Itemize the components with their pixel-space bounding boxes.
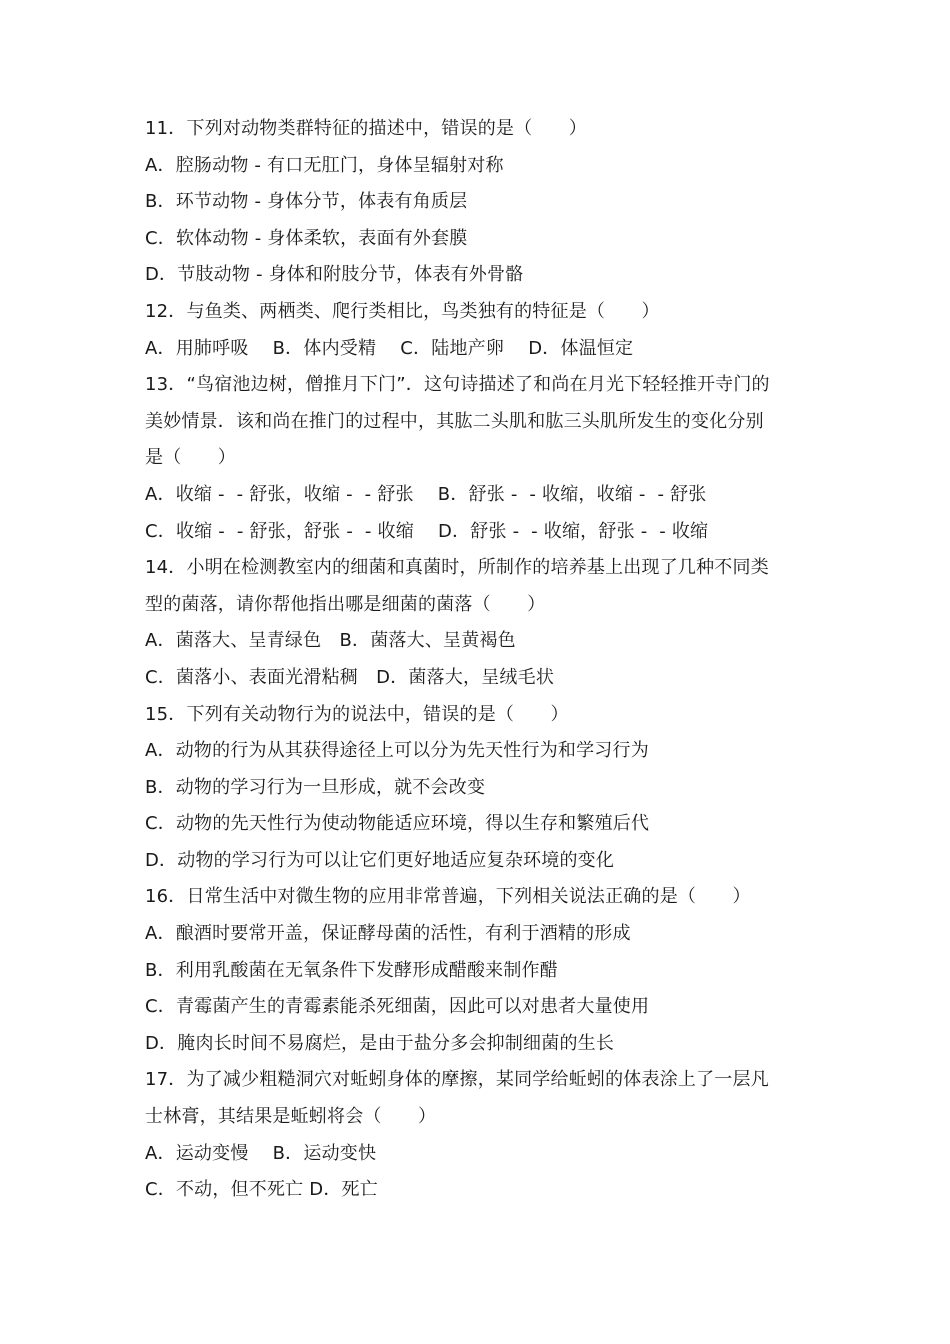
question-16-option-a: A．酿酒时要常开盖，保证酵母菌的活性，有利于酒精的形成 [145, 923, 631, 945]
question-11-stem: 11．下列对动物类群特征的描述中，错误的是（ ） [145, 118, 587, 139]
question-12-stem: 12．与鱼类、两栖类、爬行类相比，鸟类独有的特征是（ ） [145, 300, 660, 322]
question-17-stem-line-2: 士林膏，其结果是蚯蚓将会（ ） [145, 1106, 437, 1128]
question-17-options-ab: A．运动变慢 B．运动变快 [145, 1142, 377, 1164]
question-16-option-b: B．利用乳酸菌在无氧条件下发酵形成醋酸来制作醋 [145, 959, 558, 981]
question-15-option-c: C．动物的先天性行为使动物能适应环境，得以生存和繁殖后代 [145, 813, 650, 835]
question-13-options-ab: A．收缩 - - 舒张，收缩 - - 舒张 B．舒张 - - 收缩，收缩 - - 舒张 [145, 483, 707, 505]
question-14-options-ab: A．菌落大、呈青绿色 B．菌落大、呈黄褐色 [145, 630, 516, 652]
question-15-stem: 15．下列有关动物行为的说法中，错误的是（ ） [145, 703, 569, 725]
question-15-option-b: B．动物的学习行为一旦形成，就不会改变 [145, 776, 486, 798]
question-13-options-cd: C．收缩 - - 舒张，舒张 - - 收缩 D．舒张 - - 收缩，舒张 - - 收缩 [145, 520, 709, 542]
question-11-option-c: C．软体动物 - 身体柔软，表面有外套膜 [145, 227, 468, 249]
question-16-option-c: C．青霉菌产生的青霉素能杀死细菌，因此可以对患者大量使用 [145, 996, 650, 1018]
question-17-options-cd: C．不动，但不死亡 D．死亡 [145, 1179, 378, 1201]
question-13-stem-line-2: 美妙情景．该和尚在推门的过程中，其肱二头肌和肱三头肌所发生的变化分别 [145, 410, 764, 432]
question-13-stem-line-3: 是（ ） [145, 447, 236, 469]
question-14-stem-line-1: 14．小明在检测教室内的细菌和真菌时，所制作的培养基上出现了几种不同类 [145, 557, 769, 579]
question-17-stem-line-1: 17．为了减少粗糙洞穴对蚯蚓身体的摩擦，某同学给蚯蚓的体表涂上了一层凡 [145, 1069, 769, 1091]
question-11-option-b: B．环节动物 - 身体分节，体表有角质层 [145, 191, 468, 213]
question-11-option-d: D．节肢动物 - 身体和附肢分节，体表有外骨骼 [145, 264, 524, 286]
question-16-option-d: D．腌肉长时间不易腐烂，是由于盐分多会抑制细菌的生长 [145, 1032, 615, 1054]
question-14-options-cd: C．菌落小、表面光滑粘稠 D．菌落大，呈绒毛状 [145, 666, 555, 688]
question-14-stem-line-2: 型的菌落，请你帮他指出哪是细菌的菌落（ ） [145, 593, 546, 615]
question-15-option-a: A．动物的行为从其获得途径上可以分为先天性行为和学习行为 [145, 740, 649, 762]
question-16-stem: 16．日常生活中对微生物的应用非常普遍，下列相关说法正确的是（ ） [145, 886, 751, 908]
question-12-options: A．用肺呼吸 B．体内受精 C．陆地产卵 D．体温恒定 [145, 337, 634, 359]
exam-page [145, 111, 825, 1209]
question-13-stem-line-1: 13．“鸟宿池边树，僧推月下门”．这句诗描述了和尚在月光下轻轻推开寺门的 [145, 374, 770, 396]
question-15-option-d: D．动物的学习行为可以让它们更好地适应复杂环境的变化 [145, 849, 615, 871]
question-11-option-a: A．腔肠动物 - 有口无肛门，身体呈辐射对称 [145, 154, 504, 176]
